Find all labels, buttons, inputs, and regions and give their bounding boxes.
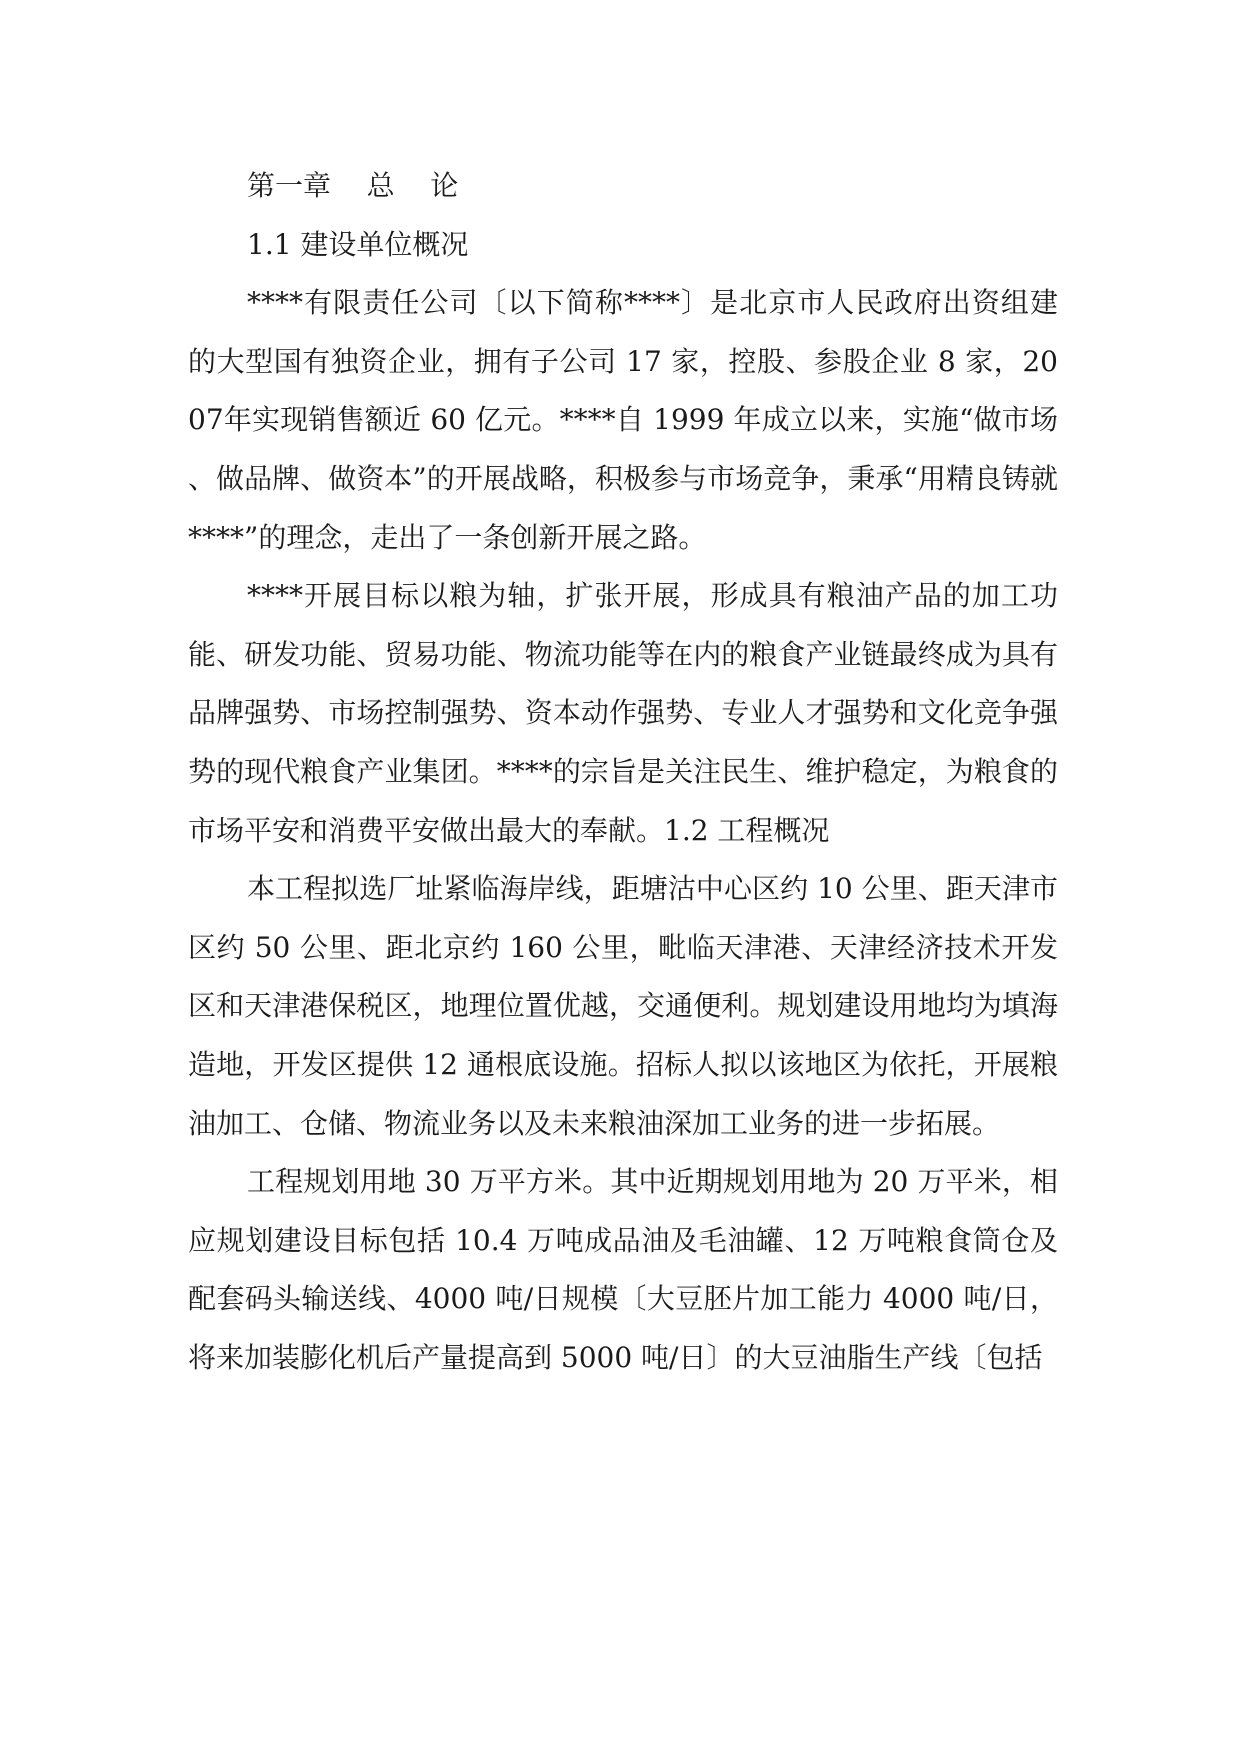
document-page [188, 157, 1058, 1387]
paragraph-land-planning: 工程规划用地 30 万平方米。其中近期规划用地为 20 万平米，相应规划建设目标包括 10.4 万吨成品油及毛油罐、12 万吨粮食筒仓及配套码头输送线、4000 吨/日规模〔大豆胚片加工能力 4000 吨/日，将来加装膨化机后产量提高到 5000 吨/日〕的大豆油脂生产线〔包括 [188, 1165, 1058, 1374]
section-heading-1-1: 1.1 建设单位概况 [247, 227, 469, 261]
paragraph-company-overview: ****有限责任公司〔以下简称****〕是北京市人民政府出资组建的大型国有独资企业，拥有子公司 17 家，控股、参股企业 8 家，2007年实现销售额近 60 亿元。****自 1999 年成立以来，实施“做市场、做品牌、做资本”的开展战略，积极参与市场竞争，秉承“用精良铸就****”的理念，走出了一条创新开展之路。 [188, 286, 1058, 554]
paragraph-site-location: 本工程拟选厂址紧临海岸线，距塘沽中心区约 10 公里、距天津市区约 50 公里、距北京约 160 公里，毗临天津港、天津经济技术开发区和天津港保税区，地理位置优越，交通便利。规划建设用地均为填海造地，开发区提供 12 通根底设施。招标人拟以该地区为依托，开展粮油加工、仓储、物流业务以及未来粮油深加工业务的进一步拓展。 [188, 872, 1058, 1140]
chapter-title: 第一章 总 论 [247, 169, 459, 202]
paragraph-development-goals: ****开展目标以粮为轴，扩张开展，形成具有粮油产品的加工功能、研发功能、贸易功能、物流功能等在内的粮食产业链最终成为具有品牌强势、市场控制强势、资本动作强势、专业人才强势和文化竞争强势的现代粮食产业集团。****的宗旨是关注民生、维护稳定，为粮食的市场平安和消费平安做出最大的奉献。1.2 工程概况 [188, 579, 1058, 847]
